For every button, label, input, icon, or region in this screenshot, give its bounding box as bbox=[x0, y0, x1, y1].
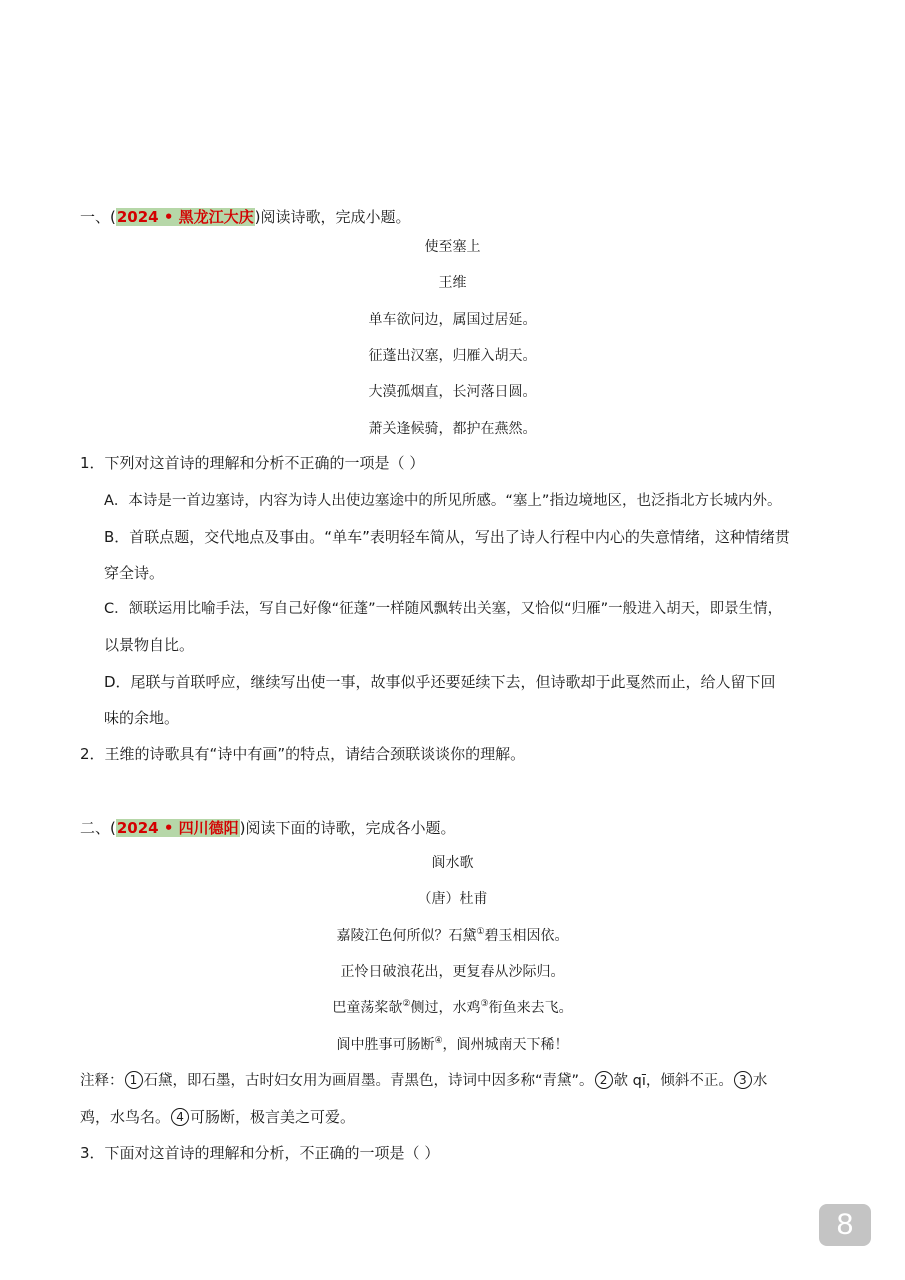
annotation-label: 注释： bbox=[80, 1073, 124, 1089]
section1-heading bbox=[80, 207, 411, 227]
annotation-1: 石黛，即石墨，古时妇女用为画眉墨。青黑色，诗词中因多称“青黛”。 bbox=[143, 1073, 594, 1089]
poem1-line-4: 萧关逢候骑，都护在燕然。 bbox=[368, 421, 537, 437]
poem2-line-3-b: 侧过，水鸡 bbox=[410, 1000, 481, 1016]
footnote-ref-4: ④ bbox=[434, 1036, 443, 1046]
poem1-line-1: 单车欲问边，属国过居延。 bbox=[368, 312, 537, 328]
circled-number-3: 3 bbox=[734, 1071, 752, 1089]
section2-prefix: 二、( bbox=[80, 819, 116, 837]
annotation-2: 欹 qī，倾斜不正。 bbox=[613, 1073, 733, 1089]
option-a: A．本诗是一首边塞诗，内容为诗人出使边塞途中的所见所感。“塞上”指边境地区，也泛指北方长城内外。 bbox=[104, 493, 782, 509]
option-b-line-1: B．首联点题，交代地点及事由。“单车”表明轻车简从，写出了诗人行程中内心的失意情绪，这种情绪贯 bbox=[104, 528, 790, 546]
question-1: 1．下列对这首诗的理解和分析不正确的一项是（ ） bbox=[80, 454, 425, 472]
poem2-line-4-a: 阆中胜事可肠断 bbox=[336, 1037, 435, 1053]
question-3: 3．下面对这首诗的理解和分析，不正确的一项是（ ） bbox=[80, 1144, 440, 1162]
section2-heading bbox=[80, 818, 456, 838]
option-b-line-2: 穿全诗。 bbox=[104, 564, 165, 582]
section2-instruction: )阅读下面的诗歌，完成各小题。 bbox=[239, 819, 456, 837]
footnote-ref-1: ① bbox=[476, 927, 485, 937]
section2-source-highlight: 2024 • 四川德阳 bbox=[116, 819, 239, 837]
section1-prefix: 一、( bbox=[80, 208, 116, 226]
footnote-ref-3: ③ bbox=[480, 999, 489, 1009]
poem2-title: 阆水歌 bbox=[431, 855, 474, 871]
option-c-line-2: 以景物自比。 bbox=[104, 636, 195, 654]
option-d-line-2: 味的余地。 bbox=[104, 709, 180, 727]
footnote-ref-2: ② bbox=[402, 999, 411, 1009]
annotation-3: 水 bbox=[752, 1073, 768, 1089]
annotation-3-cont: 鸡，水鸟名。 bbox=[80, 1108, 171, 1126]
poem2-line-1 bbox=[0, 926, 905, 946]
annotation-line-1 bbox=[80, 1071, 767, 1091]
option-d-line-1: D．尾联与首联呼应，继续写出使一事，故事似乎还要延续下去，但诗歌却于此戛然而止，给人留下回 bbox=[104, 673, 776, 691]
poem2-author: （唐）杜甫 bbox=[417, 891, 488, 907]
poem2-line-4-b: ，阆州城南天下稀！ bbox=[442, 1037, 569, 1053]
poem1-line-2: 征蓬出汉塞，归雁入胡天。 bbox=[368, 348, 537, 364]
poem1-title: 使至塞上 bbox=[424, 239, 481, 255]
annotation-line-2 bbox=[80, 1107, 355, 1127]
poem1-author: 王维 bbox=[438, 275, 467, 291]
poem2-line-2: 正怜日破浪花出，更复春从沙际归。 bbox=[340, 964, 565, 980]
page-number-badge: 8 bbox=[819, 1204, 871, 1246]
circled-number-1: 1 bbox=[125, 1071, 143, 1089]
poem1-line-3: 大漠孤烟直，长河落日圆。 bbox=[368, 384, 537, 400]
poem2-line-4 bbox=[0, 1035, 905, 1055]
section1-source-highlight: 2024 • 黑龙江大庆 bbox=[116, 208, 254, 226]
option-c-line-1: C．颔联运用比喻手法，写自己好像“征蓬”一样随风飘转出关塞，又恰似“归雁”一般进入胡天，即景生情， bbox=[104, 601, 783, 617]
circled-number-4: 4 bbox=[171, 1108, 189, 1126]
question-2: 2．王维的诗歌具有“诗中有画”的特点，请结合颈联谈谈你的理解。 bbox=[80, 745, 526, 763]
poem2-line-1-a: 嘉陵江色何所似？石黛 bbox=[336, 928, 477, 944]
section1-instruction: )阅读诗歌，完成小题。 bbox=[254, 208, 411, 226]
annotation-4: 可肠断，极言美之可爱。 bbox=[190, 1108, 356, 1126]
poem2-line-3-a: 巴童荡桨欹 bbox=[332, 1000, 403, 1016]
poem2-line-3-c: 衔鱼来去飞。 bbox=[488, 1000, 573, 1016]
circled-number-2: 2 bbox=[595, 1071, 613, 1089]
poem2-line-3 bbox=[0, 998, 905, 1018]
poem2-line-1-b: 碧玉相因依。 bbox=[484, 928, 569, 944]
